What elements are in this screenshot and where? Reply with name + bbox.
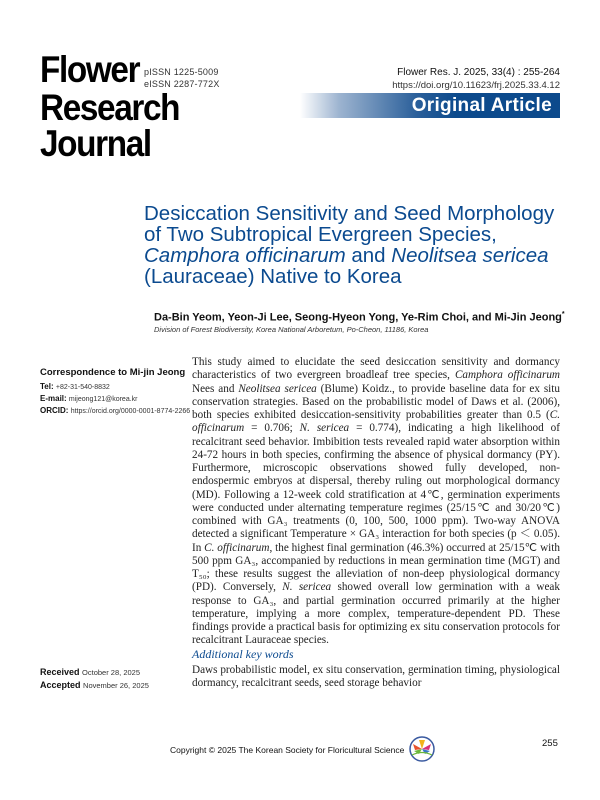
article-title xyxy=(144,203,574,287)
tel xyxy=(40,382,110,391)
copyright: Copyright © 2025 The Korean Society for Floricultural Science xyxy=(170,745,405,755)
abstract-text: , the highest final germination (46.3%) occurred at 25/15℃ with 500 ppm GA₃, accompanied by reductions in mean germination time (MGT) and T₅₀; these results suggest the alleviation of non-deep physiological dormancy (PD). Conversely, xyxy=(192,541,560,594)
received-date xyxy=(40,667,140,677)
society-logo-icon xyxy=(409,736,435,762)
abstract-text: This study aimed to elucidate the seed desiccation sensitivity and dormancy characteristics of two evergreen broadleaf tree species, xyxy=(192,356,560,382)
species-name: Neolitsea sericea xyxy=(238,382,317,395)
title-line: of Two Subtropical Evergreen Species, xyxy=(144,223,497,246)
abstract-text: Nees and xyxy=(192,382,239,395)
doi-link[interactable]: https://doi.org/10.11623/frj.2025.33.4.12 xyxy=(392,80,560,91)
species-name: Camphora officinarum xyxy=(144,244,346,267)
article-type: Original Article xyxy=(411,95,552,116)
title-line xyxy=(144,245,574,266)
keywords-heading: Additional key words xyxy=(192,647,294,661)
title-line: (Lauraceae) Native to Korea xyxy=(144,265,402,288)
article-type-banner xyxy=(300,93,560,118)
accepted-value: November 26, 2025 xyxy=(83,681,149,690)
received-value: October 28, 2025 xyxy=(82,668,141,677)
email xyxy=(40,394,138,403)
species-name: Camphora officinarum xyxy=(454,369,561,382)
abstract xyxy=(192,356,560,648)
abstract-text: = 0.774), indicating a high likelihood of recalcitrant seed behavior. Imbibition tests revealed rapid water absorption within 24-72 hours in both species, confirming the absence of physical dormancy (PY). Furthermore, microscopic observations showed fully developed, non-endospermic embryos at dispersal, thereby ruling out morphological dormancy (MD). Following a 12-week cold stratification at 4℃, germination experiments were conducted under alternating temperature regimes (25/15℃ and 30/20℃) combined with GA₃ treatments (0, 100, 500, 1000 ppm). Two-way ANOVA detected a significant Temperature × GA₃ interaction for both species (p ＜ 0.05). In xyxy=(192,422,560,554)
journal-name-line3: Journal xyxy=(40,123,151,164)
journal-name-line2: Research xyxy=(40,87,180,128)
tel-label: Tel: xyxy=(40,382,54,391)
email-label: E-mail: xyxy=(40,394,67,403)
abstract-text: (Blume) Koidz., to provide baseline data for ex situ conservation strategies. Based on the probabilistic model of Daws et al. (2006), both species exhibited desiccation-sensitivity probabilities greater than 0.5 ( xyxy=(192,382,560,421)
title-conjunction: and xyxy=(345,244,392,267)
title-line: Desiccation Sensitivity and Seed Morphology xyxy=(144,202,555,225)
author-list: Da-Bin Yeom, Yeon-Ji Lee, Seong-Hyeon Yong, Ye-Rim Choi, and Mi-Jin Jeong xyxy=(154,311,562,324)
pissn: pISSN 1225-5009 xyxy=(144,67,219,77)
species-name: C. officinarum xyxy=(204,541,270,554)
tel-value: +82-31-540-8832 xyxy=(55,384,110,391)
orcid-link[interactable]: https://orcid.org/0000-0001-8774-2266 xyxy=(70,408,191,415)
species-name: N. sericea xyxy=(282,581,332,594)
correspondence-heading: Correspondence to Mi-jin Jeong xyxy=(40,367,186,378)
abstract-text: = 0.706; xyxy=(244,422,300,435)
species-name: Neolitsea sericea xyxy=(391,244,549,267)
page-number: 255 xyxy=(542,738,558,749)
citation: Flower Res. J. 2025, 33(4) : 255-264 xyxy=(397,67,560,78)
accepted-label: Accepted xyxy=(40,680,81,690)
abstract-text: showed overall low germination with a weak response to GA₃, and partial germination occurred primarily at the higher temperature, implying a more complex, temperature-dependent PD. These findings provide a practical basis for optimizing ex situ conservation protocols for recalcitrant Lauraceae species. xyxy=(192,581,560,647)
species-name: C. officinarum xyxy=(192,409,560,435)
email-link[interactable]: mijeong121@korea.kr xyxy=(68,396,138,403)
keywords: Daws probabilistic model, ex situ conservation, germination timing, physiological dormancy, recalcitrant seeds, seed storage behavior xyxy=(192,664,560,690)
corresponding-mark: * xyxy=(561,311,565,318)
authors xyxy=(154,311,565,324)
affiliation: Division of Forest Biodiversity, Korea National Arboretum, Po-Cheon, 11186, Korea xyxy=(154,325,429,334)
eissn: eISSN 2287-772X xyxy=(144,79,220,89)
orcid-label: ORCID: xyxy=(40,406,69,415)
journal-name-line1: Flower xyxy=(40,49,140,90)
received-label: Received xyxy=(40,667,80,677)
orcid xyxy=(40,406,190,415)
species-name: N. sericea xyxy=(299,422,350,435)
accepted-date xyxy=(40,680,149,690)
